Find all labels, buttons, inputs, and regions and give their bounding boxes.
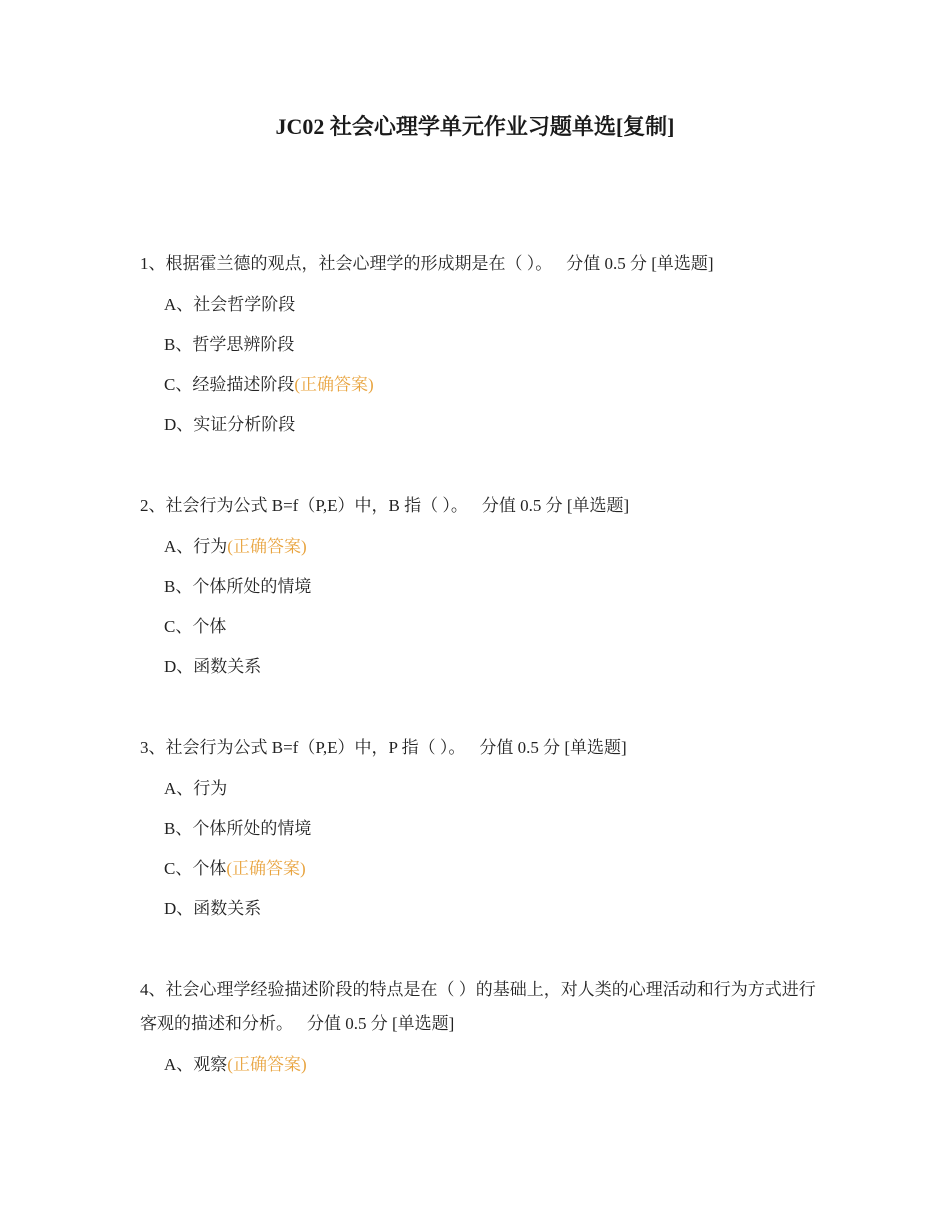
option-b xyxy=(164,809,820,849)
question-number: 3、 xyxy=(140,738,166,757)
question-number: 4、 xyxy=(140,980,166,999)
question-text xyxy=(140,731,820,765)
option-d xyxy=(164,405,820,445)
option-label: C、个体 xyxy=(164,859,227,878)
option-list xyxy=(140,1045,820,1085)
question-score: 分值 0.5 分 [单选题] xyxy=(481,496,630,515)
option-c xyxy=(164,849,820,889)
option-a xyxy=(164,1045,820,1085)
option-a xyxy=(164,527,820,567)
question-text xyxy=(140,247,820,281)
correct-answer-marker: (正确答案) xyxy=(227,1055,307,1074)
option-label: A、行为 xyxy=(164,779,228,798)
option-list xyxy=(140,285,820,445)
option-label: A、行为 xyxy=(164,537,228,556)
question-4 xyxy=(140,973,820,1085)
option-d xyxy=(164,647,820,687)
document-title: JC02 社会心理学单元作业习题单选[复制] xyxy=(275,114,675,139)
option-label: A、社会哲学阶段 xyxy=(164,295,296,314)
option-label: A、观察 xyxy=(164,1055,228,1074)
option-list xyxy=(140,527,820,687)
question-3 xyxy=(140,731,820,929)
option-d xyxy=(164,889,820,929)
option-label: B、个体所处的情境 xyxy=(164,819,312,838)
question-text xyxy=(140,489,820,523)
option-c xyxy=(164,365,820,405)
option-label: D、函数关系 xyxy=(164,899,262,918)
question-number: 1、 xyxy=(140,254,166,273)
option-label: B、个体所处的情境 xyxy=(164,577,312,596)
question-stem: 社会行为公式 B=f（P,E）中，B 指（ ）。 xyxy=(165,496,468,515)
question-stem: 社会行为公式 B=f（P,E）中，P 指（ ）。 xyxy=(165,738,466,757)
question-2 xyxy=(140,489,820,687)
option-a xyxy=(164,769,820,809)
option-label: C、个体 xyxy=(164,617,227,636)
question-1 xyxy=(140,247,820,445)
option-label: D、函数关系 xyxy=(164,657,262,676)
question-stem: 社会心理学经验描述阶段的特点是在（ ）的基础上，对人类的心理活动和行为方式进行客观的描述和分析。 xyxy=(140,980,816,1033)
question-score: 分值 0.5 分 [单选题] xyxy=(479,738,627,757)
option-b xyxy=(164,567,820,607)
option-a xyxy=(164,285,820,325)
option-label: B、哲学思辨阶段 xyxy=(164,335,295,354)
question-number: 2、 xyxy=(140,496,166,515)
option-c xyxy=(164,607,820,647)
correct-answer-marker: (正确答案) xyxy=(227,537,307,556)
option-b xyxy=(164,325,820,365)
question-stem: 根据霍兰德的观点，社会心理学的形成期是在（ ）。 xyxy=(165,254,553,273)
correct-answer-marker: (正确答案) xyxy=(226,859,306,878)
question-text xyxy=(140,973,820,1041)
option-list xyxy=(140,769,820,929)
option-label: C、经验描述阶段 xyxy=(164,375,295,394)
option-label: D、实证分析阶段 xyxy=(164,415,296,434)
correct-answer-marker: (正确答案) xyxy=(294,375,374,394)
question-score: 分值 0.5 分 [单选题] xyxy=(307,1014,455,1033)
question-score: 分值 0.5 分 [单选题] xyxy=(566,254,714,273)
